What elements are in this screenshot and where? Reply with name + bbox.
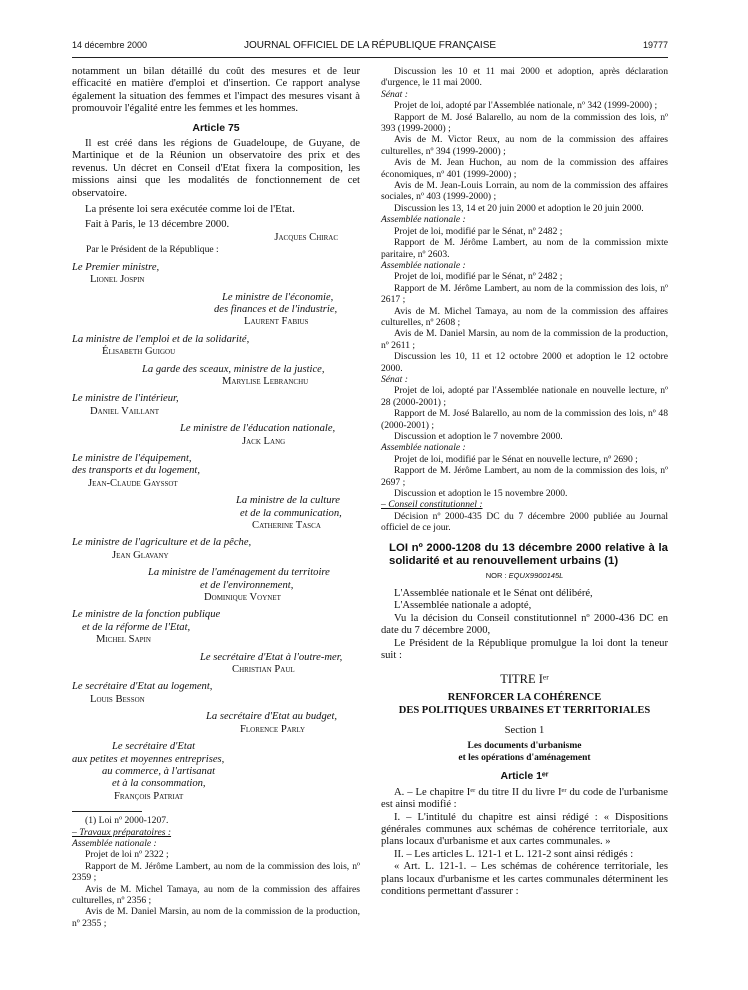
signatory-name: Florence Parly (240, 723, 306, 735)
titre-subtitle: RENFORCER LA COHÉRENCE (447, 691, 602, 703)
page-header (72, 40, 668, 54)
history-item: Avis de M. Daniel Marsin, au nom de la commission de la production, nº 2611 ; (381, 328, 668, 351)
history-item: Projet de loi, modifié par le Sénat, nº 2482 ; (394, 225, 563, 237)
history-item: Discussion les 10, 11 et 12 octobre 2000 et adoption le 12 octobre 2000. (381, 351, 668, 374)
history-item: Projet de loi, modifié par le Sénat en nouvelle lecture, nº 2690 ; (394, 453, 638, 465)
footnote-item: Projet de loi nº 2322 ; (85, 849, 169, 861)
execution-clause: La présente loi sera exécutée comme loi de l'Etat. (85, 204, 295, 216)
by-president: Par le Président de la République : (86, 244, 219, 256)
footnote-item: Rapport de M. Jérôme Lambert, au nom de la commission des lois, nº 2359 ; (72, 860, 360, 884)
nor-label: NOR : (485, 570, 507, 580)
legislative-history (381, 66, 668, 534)
footnote-item: Avis de M. Daniel Marsin, au nom de la commission de la production, nº 2355 ; (72, 906, 360, 929)
history-item: Discussion les 10 et 11 mai 2000 et adoption, après déclaration d'urgence, le 11 mai 2000. (381, 66, 668, 89)
history-chamber: Assemblée nationale : (381, 259, 466, 271)
history-item: Projet de loi, adopté par l'Assemblée nationale en nouvelle lecture, nº 28 (2000-2001) ; (381, 385, 668, 408)
article-75-text: Il est créé dans les régions de Guadeloupe, de Guyane, de Martinique et de la Réunion un observatoire des prix et des revenus. Un décret en Conseil d'Etat fixera la composition, les missions ainsi que les modalités de fonctionnement de cet observatoire. (72, 138, 360, 199)
law-title: LOI nº 2000-1208 du 13 décembre 2000 relative à la solidarité et au renouvellement urbains (1) (389, 541, 668, 567)
intro-paragraph: notamment un bilan détaillé du coût des mesures et de leur efficacité en matière d'emploi et d'insertion. Ce rapport analyse également la situation des femmes et l'impact des mesures visant à promouvoir l'égalité entre les femmes et les hommes. (72, 66, 360, 115)
signatory-title: La ministre de la culture (236, 495, 340, 507)
president-signature: Jacques Chirac (274, 231, 338, 243)
nor-reference (381, 570, 668, 582)
section-subtitle: et les opérations d'aménagement (458, 753, 591, 764)
titre-subtitle: DES POLITIQUES URBAINES ET TERRITORIALES (398, 704, 651, 716)
signatory-name: Christian Paul (232, 664, 295, 676)
signatory-title: La garde des sceaux, ministre de la justice, (142, 363, 325, 375)
signatory-title: aux petites et moyennes entreprises, (72, 753, 225, 765)
footnote-item: Avis de M. Michel Tamaya, au nom de la commission des affaires culturelles, nº 2356 ; (72, 883, 360, 906)
footnote-law-number: (1) Loi nº 2000-1207. (85, 815, 169, 827)
signatory-title: Le Premier ministre, (72, 261, 160, 273)
signatory-title: Le ministre de l'intérieur, (72, 393, 179, 405)
signatory-name: Daniel Vaillant (90, 405, 160, 417)
signatory-name: François Patriat (114, 790, 184, 802)
signatory-name: Laurent Fabius (244, 316, 309, 328)
preamble-line: L'Assemblée nationale et le Sénat ont délibéré, (394, 588, 593, 600)
history-item: Projet de loi, modifié par le Sénat, nº 2482 ; (394, 271, 563, 283)
history-item: Rapport de M. Jérôme Lambert, au nom de la commission mixte paritaire, nº 2603. (381, 237, 668, 260)
history-item: Rapport de M. José Balarello, au nom de la commission des lois, nº 48 (2000-2001) ; (381, 408, 668, 431)
signatory-title: et à la consommation, (112, 778, 206, 790)
history-item: Avis de M. Victor Reux, au nom de la commission des affaires culturelles, nº 394 (1999-2000) ; (381, 134, 668, 157)
history-chamber: Assemblée nationale : (381, 442, 466, 454)
signatory-name: Catherine Tasca (252, 520, 321, 531)
signatory-title: La secrétaire d'Etat au budget, (206, 711, 338, 723)
history-item: Discussion et adoption le 7 novembre 2000. (394, 431, 563, 442)
page-number: 19777 (642, 40, 668, 50)
signatory-name: Jack Lang (242, 435, 286, 447)
signatory-name: Jean-Claude Gayssot (88, 477, 178, 489)
signatory-title: des finances et de l'industrie, (214, 303, 338, 315)
signatory-title: Le ministre de la fonction publique (72, 609, 221, 621)
history-item: Discussion les 13, 14 et 20 juin 2000 et adoption le 20 juin 2000. (394, 202, 644, 214)
history-item: Rapport de M. José Balarello, au nom de la commission des lois, nº 393 (1999-2000) ; (381, 111, 668, 135)
signatory-title: au commerce, à l'artisanat (102, 765, 216, 777)
signatory-title: Le ministre de l'économie, (222, 291, 334, 303)
history-chamber: Sénat : (381, 373, 408, 385)
header-rule (72, 57, 668, 58)
signatory-title: Le ministre de l'équipement, (72, 452, 192, 464)
footnote-rule (72, 811, 142, 812)
signatory-title: et de la réforme de l'Etat, (82, 621, 191, 633)
signatory-title: et de la communication, (240, 507, 342, 519)
history-chamber: Assemblée nationale : (381, 214, 466, 226)
signatory-title: Le ministre de l'éducation nationale, (180, 423, 336, 435)
signatory-title: La ministre de l'emploi et de la solidarité, (72, 333, 250, 345)
right-column (381, 66, 668, 898)
signatory-name: Dominique Voynet (204, 592, 281, 604)
signatory-name: Lionel Jospin (90, 274, 145, 286)
left-column (72, 66, 360, 929)
header-date: 14 décembre 2000 (72, 40, 148, 50)
article-paragraph: II. – Les articles L. 121-1 et L. 121-2 sont ainsi rédigés : (394, 848, 634, 860)
history-item: Rapport de M. Jérôme Lambert, au nom de la commission des lois, nº 2617 ; (381, 282, 668, 306)
history-item: Décision nº 2000-435 DC du 7 décembre 2000 publiée au Journal officiel de ce jour. (381, 510, 668, 534)
article-75-heading: Article 75 (192, 121, 240, 134)
signatory-name: Louis Besson (90, 693, 145, 705)
signatory-name: Élisabeth Guigou (102, 346, 176, 358)
done-at-paris: Fait à Paris, le 13 décembre 2000. (85, 219, 230, 231)
history-chamber: Sénat : (381, 88, 408, 100)
signatory-title: Le secrétaire d'Etat au logement, (72, 681, 213, 693)
section-heading: Section 1 (504, 724, 545, 736)
footnote-travaux: – Travaux préparatoires : (72, 826, 172, 838)
signatory-title: et de l'environnement, (200, 579, 294, 591)
history-item: Avis de M. Michel Tamaya, au nom de la commission des affaires culturelles, nº 2608 ; (381, 305, 668, 328)
history-item: Projet de loi, adopté par l'Assemblée nationale, nº 342 (1999-2000) ; (394, 100, 658, 112)
article-1-heading: Article 1ᵉʳ (500, 770, 549, 783)
nor-code: EQUX9900145L (508, 570, 564, 580)
history-item: Rapport de M. Jérôme Lambert, au nom de la commission des lois, nº 2697 ; (381, 465, 668, 488)
signatory-name: Marylise Lebranchu (222, 375, 309, 387)
section-subtitle: Les documents d'urbanisme (467, 741, 582, 752)
signatory-title: Le secrétaire d'Etat à l'outre-mer, (200, 651, 343, 663)
journal-title: JOURNAL OFFICIEL DE LA RÉPUBLIQUE FRANÇAISE (243, 40, 497, 51)
preamble-line: Vu la décision du Conseil constitutionnel nº 2000-436 DC en date du 7 décembre 2000, (381, 612, 668, 637)
signatory-title: des transports et du logement, (72, 465, 200, 477)
article-paragraph: I. – L'intitulé du chapitre est ainsi rédigé : « Dispositions générales communes aux schémas de cohérence territoriale, aux plans locaux d'urbanisme et aux cartes communales. » (381, 811, 668, 848)
footnotes (72, 815, 360, 929)
preamble-line: Le Président de la République promulgue la loi dont la teneur suit : (381, 637, 668, 662)
history-item: Avis de M. Jean-Louis Lorrain, au nom de la commission des affaires sociales, nº 403 (1999-2000) ; (381, 180, 668, 203)
history-council: – Conseil constitutionnel : (381, 499, 483, 511)
article-paragraph: A. – Le chapitre Iᵉʳ du titre II du livre Iᵉʳ du code de l'urbanisme est ainsi modifié : (381, 786, 668, 811)
titre-heading: TITRE Iᵉʳ (500, 671, 549, 686)
signatory-title: Le ministre de l'agriculture et de la pêche, (72, 537, 252, 549)
signatory-title: Le secrétaire d'Etat (112, 741, 196, 753)
signatory-title: La ministre de l'aménagement du territoire (148, 567, 330, 579)
preamble-line: L'Assemblée nationale a adopté, (394, 600, 532, 612)
history-item: Discussion et adoption le 15 novembre 2000. (394, 488, 568, 500)
signatory-name: Michel Sapin (96, 634, 151, 646)
signatory-name: Jean Glavany (112, 549, 169, 561)
history-item: Avis de M. Jean Huchon, au nom de la commission des affaires économiques, nº 401 (1999-2000) ; (381, 157, 668, 180)
article-paragraph: « Art. L. 121-1. – Les schémas de cohérence territoriale, les plans locaux d'urbanisme et les cartes communales déterminent les conditions permettant d'assurer : (381, 861, 668, 897)
footnote-assembly: Assemblée nationale : (72, 837, 157, 849)
